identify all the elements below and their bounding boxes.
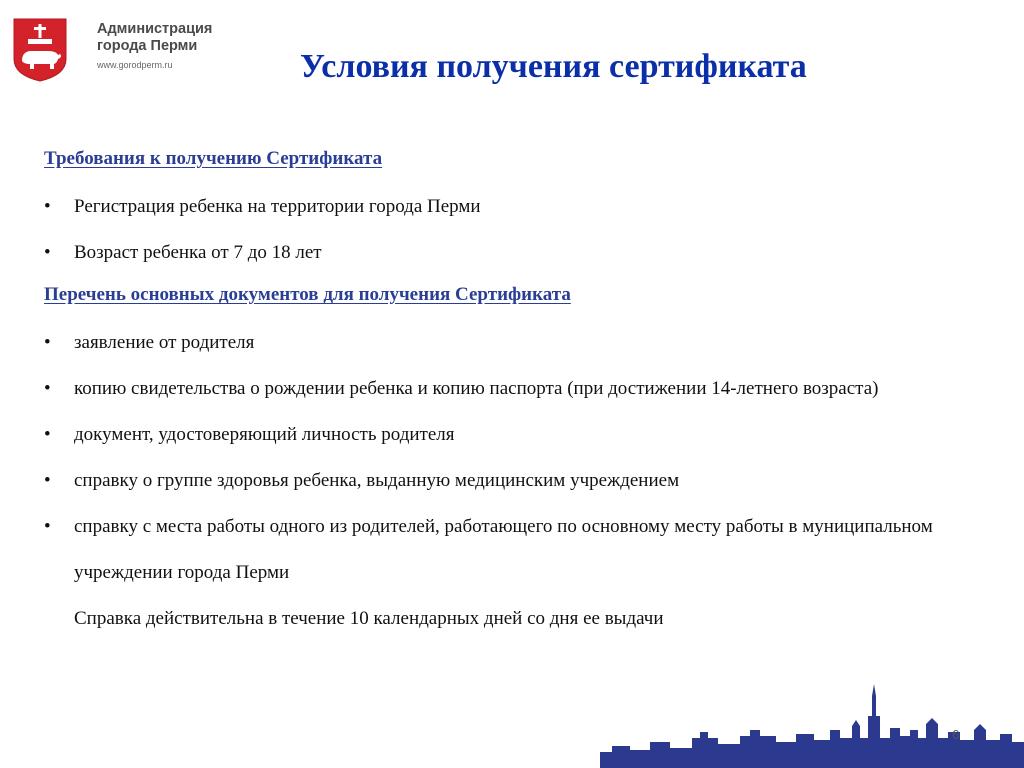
organization-name	[97, 21, 212, 55]
organization-name-line1: Администрация	[97, 21, 213, 37]
bullet-icon: •	[44, 470, 51, 491]
slide-title: Условия получения сертификата	[300, 48, 807, 85]
bullet-icon: •	[44, 242, 51, 263]
documents-heading: Перечень основных документов для получения Сертификата	[44, 284, 571, 305]
slide-content	[44, 140, 984, 642]
bullet-text: Регистрация ребенка на территории города Перми	[74, 196, 481, 217]
certificate-validity-note: Справка действительна в течение 10 календарных дней со дня ее выдачи	[74, 608, 664, 629]
bullet-item	[44, 366, 984, 412]
bullet-icon: •	[44, 196, 51, 217]
bullet-item	[44, 184, 984, 230]
bullet-text: заявление от родителя	[74, 332, 255, 353]
page-number: 6	[952, 727, 960, 742]
header-logo	[0, 0, 260, 90]
perm-coat-of-arms-icon	[12, 17, 68, 83]
bullet-text: справку о группе здоровья ребенка, выданную медицинским учреждением	[74, 470, 680, 491]
organization-name-line2: города Перми	[97, 38, 198, 54]
bullet-text: документ, удостоверяющий личность родителя	[74, 424, 455, 445]
bullet-icon: •	[44, 516, 51, 537]
bullet-item	[44, 320, 984, 366]
bullet-icon: •	[44, 332, 51, 353]
bullet-icon: •	[44, 378, 51, 399]
city-skyline-illustration	[600, 680, 1024, 768]
bullet-item	[44, 412, 984, 458]
bullet-item	[44, 230, 984, 276]
bullet-text: справку с места работы одного из родителей, работающего по основному месту работы в муниципальном учреждении города Перми	[74, 516, 933, 583]
bullet-icon: •	[44, 424, 51, 445]
bullet-item	[44, 458, 984, 504]
bullet-item	[44, 504, 984, 596]
requirements-heading: Требования к получению Сертификата	[44, 148, 383, 169]
website-url[interactable]: www.gorodperm.ru	[97, 60, 173, 70]
bullet-text: копию свидетельства о рождении ребенка и копию паспорта (при достижении 14-летнего возраста)	[74, 378, 879, 399]
bullet-text: Возраст ребенка от 7 до 18 лет	[74, 242, 322, 263]
